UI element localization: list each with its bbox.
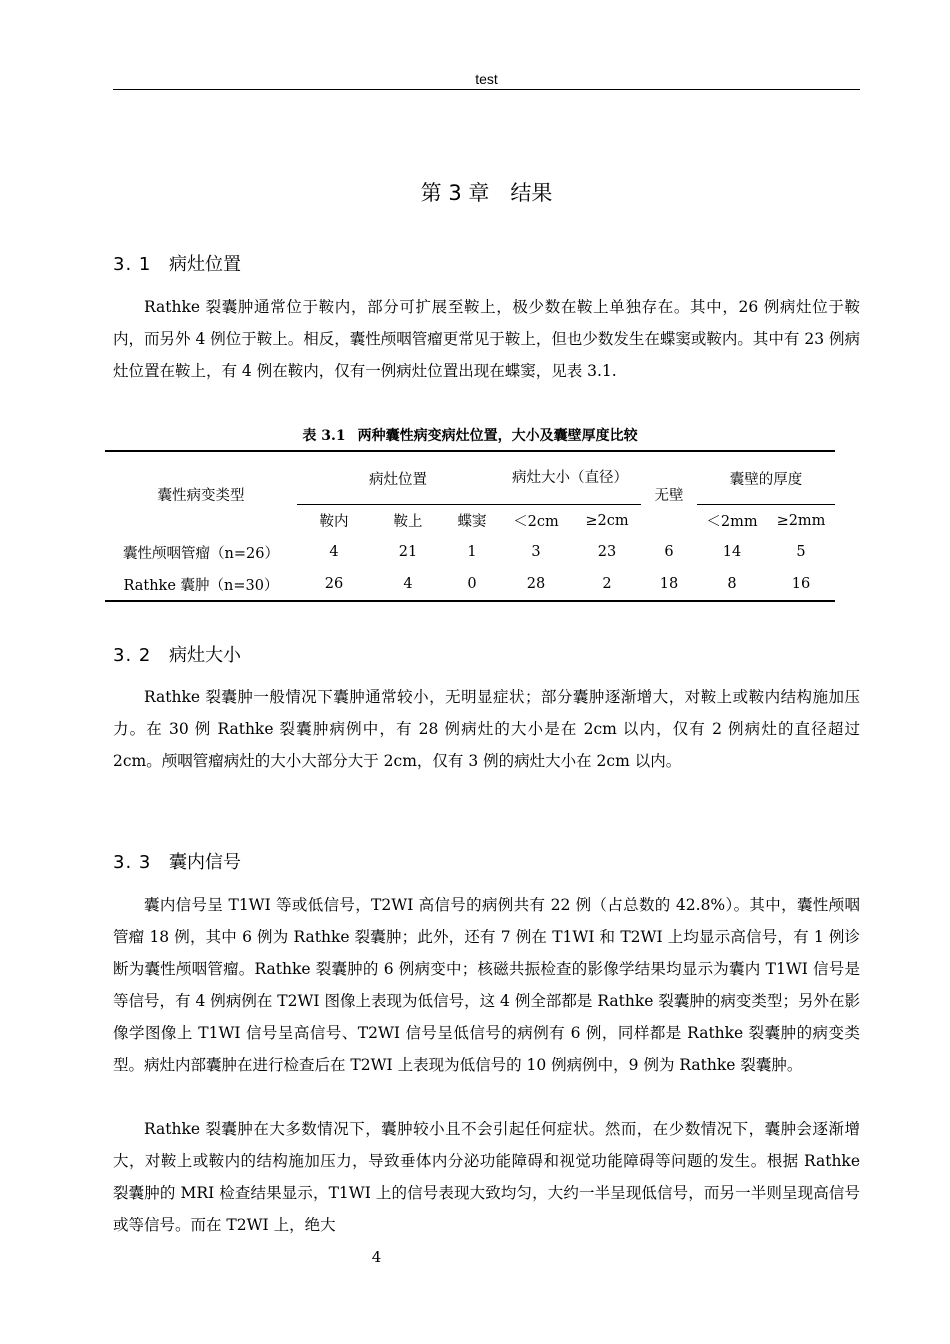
table-cell: 28 [499,568,573,601]
table-cell: 1 [467,544,477,560]
page-header: test [475,71,498,87]
table-cell: 6 [664,544,674,560]
header-location: 病灶位置 [297,451,499,505]
subheader-cell: ＜2mm [706,514,758,530]
subheader-cell: ≥2cm [585,512,629,529]
page-number: 4 [371,1248,382,1266]
section-number: 3. 3 [113,852,152,873]
subheader-cell: ≥2mm [776,512,826,529]
table-header-row [105,451,835,505]
section-title: 囊内信号 [169,852,241,873]
section-title: 病灶位置 [169,254,241,275]
section-heading-3-3 [113,850,241,876]
table-cell: 5 [796,544,806,560]
table-title: 两种囊性病变病灶位置，大小及囊壁厚度比较 [357,428,638,444]
table-number: 表 3.1 [302,428,346,444]
header-size: 病灶大小（直径） [499,451,641,505]
section-number: 3. 2 [113,645,152,666]
table-cell: 26 [297,568,371,601]
table-cell: 8 [697,568,767,601]
row-label: 囊性颅咽管瘤（n=26） [123,545,279,562]
section-number: 3. 1 [113,254,152,275]
table-cell: 2 [573,568,641,601]
table-row [105,568,835,601]
section-paragraph: Rathke 裂囊肿通常位于鞍内，部分可扩展至鞍上，极少数在鞍上单独存在。其中，26 例病灶位于鞍内，而另外 4 例位于鞍上。相反，囊性颅咽管瘤更常见于鞍上，但也少数发生在蝶窦或鞍内。其中有 23 例病灶位置在鞍上，有 4 例在鞍内，仅有一例病灶位置出现在蝶窦，见表 3.1. [113,298,860,380]
header-rule [113,89,860,90]
section-heading-3-2 [113,643,241,669]
section-paragraph: Rathke 裂囊肿一般情况下囊肿通常较小，无明显症状；部分囊肿逐渐增大，对鞍上或鞍内结构施加压力。在 30 例 Rathke 裂囊肿病例中，有 28 例病灶的大小是在 2cm 以内，仅有 2 例病灶的直径超过 2cm。颅咽管瘤病灶的大小大部分大于 2cm，仅有 3 例的病灶大小在 2cm 以内。 [113,688,860,770]
table-cell: 18 [641,568,697,601]
table-cell: 0 [445,568,499,601]
chapter-title: 第 3 章 结果 [420,181,553,205]
table-cell: 4 [371,568,445,601]
row-label: Rathke 囊肿（n=30） [105,568,297,601]
subheader-cell: 鞍内 [319,514,349,530]
section-heading-3-1 [113,252,241,278]
header-no-wall: 无壁 [641,451,697,536]
subheader-cell: ＜2cm [513,514,559,530]
section-paragraph: Rathke 裂囊肿在大多数情况下，囊肿较小且不会引起任何症状。然而，在少数情况下，囊肿会逐渐增大，对鞍上或鞍内的结构施加压力，导致垂体内分泌功能障碍和视觉功能障碍等问题的发生。根据 Rathke 裂囊肿的 MRI 检查结果显示，T1WI 上的信号表现大致均匀，大约一半呈现低信号，而另一半则呈现高信号或等信号。而在 T2WI 上，绝大 [113,1120,860,1234]
section-title: 病灶大小 [169,645,241,666]
table-caption [105,426,835,446]
table-cell: 16 [767,568,835,601]
subheader-cell: 蝶窦 [457,514,487,530]
table-row [105,536,835,568]
section-paragraph: 囊内信号呈 T1WI 等或低信号，T2WI 高信号的病例共有 22 例（占总数的 42.8%）。其中，囊性颅咽管瘤 18 例，其中 6 例为 Rathke 裂囊肿；此外，还有 7 例在 T1WI 和 T2WI 上均显示高信号，有 1 例诊断为囊性颅咽管瘤。Rathke 裂囊肿的 6 例病变中；核磁共振检查的影像学结果均显示为囊内 T1WI 信号是等信号，有 4 例病例在 T2WI 图像上表现为低信号，这 4 例全部都是 Rathke 裂囊肿的病变类型；另外在影像学图像上 T1WI 信号呈高信号、T2WI 信号呈低信号的病例有 6 例，同样都是 Rathke 裂囊肿的病变类型。病灶内部囊肿在进行检查后在 T2WI 上表现为低信号的 10 例病例中，9 例为 Rathke 裂囊肿。 [113,896,860,1074]
comparison-table [105,450,835,602]
table-cell: 23 [597,544,617,560]
header-wall-thickness: 囊壁的厚度 [697,451,835,505]
table-cell: 3 [531,544,541,560]
table-cell: 4 [329,544,339,560]
table-cell: 21 [398,544,418,560]
subheader-cell: 鞍上 [393,514,423,530]
header-type: 囊性病变类型 [105,451,297,536]
table-cell: 14 [722,544,742,560]
